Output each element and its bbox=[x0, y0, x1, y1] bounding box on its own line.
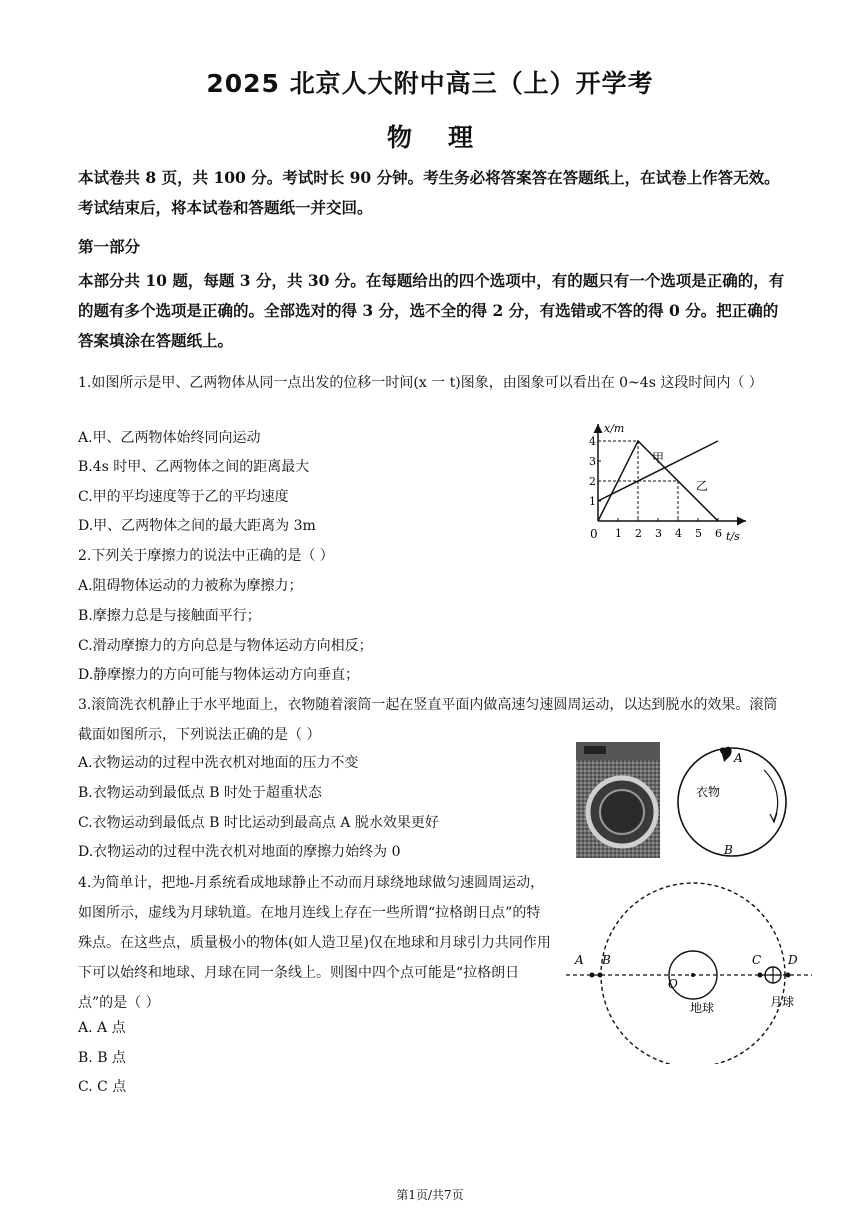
xt-x-tick-label: 4 bbox=[675, 527, 682, 540]
drum-label-clothes: 衣物 bbox=[696, 785, 721, 799]
q2-stem: 2.下列关于摩擦力的说法中正确的是（ ） bbox=[78, 548, 334, 564]
part-title: 第一部分 bbox=[78, 237, 141, 256]
earth-moon-figure bbox=[562, 880, 822, 1064]
xt-y-tick-label: 4 bbox=[589, 435, 596, 448]
washing-machine-photo bbox=[576, 742, 660, 858]
point-b-label: B bbox=[602, 953, 611, 967]
q4-option-b: B. B 点 bbox=[78, 1050, 126, 1066]
q3-stem: 3.滚筒洗衣机静止于水平地面上，衣物随着滚筒一起在竖直平面内做高速匀速圆周运动，以达到脱水的效果。滚筒截面如图所示，下列说法正确的是（ ） bbox=[78, 697, 778, 743]
xt-x-axis-label: t/s bbox=[726, 530, 740, 543]
q2-option-a: A.阻碍物体运动的力被称为摩擦力； bbox=[78, 578, 303, 594]
q1-option-b: B.4s 时甲、乙两物体之间的距离最大 bbox=[78, 459, 310, 475]
q3-option-c: C.衣物运动到最低点 B 时比运动到最高点 A 脱水效果更好 bbox=[78, 815, 439, 831]
point-a-label: A bbox=[575, 953, 584, 967]
q2-option-d: D.静摩擦力的方向可能与物体运动方向垂直； bbox=[78, 667, 360, 683]
xt-series-label-yi: 乙 bbox=[696, 479, 709, 493]
page-footer: 第1页/共7页 bbox=[396, 1188, 464, 1202]
subject-title: 物理 bbox=[386, 123, 509, 152]
q3-option-d: D.衣物运动的过程中洗衣机对地面的摩擦力始终为 0 bbox=[78, 844, 401, 860]
q1-option-a: A.甲、乙两物体始终同向运动 bbox=[78, 430, 261, 446]
xt-y-tick-label: 3 bbox=[589, 455, 596, 468]
exam-intro: 本试卷共 8 页，共 100 分。考试时长 90 分钟。考生务必将答案答在答题纸上，在试卷上作答无效。考试结束后，将本试卷和答题纸一并交回。 bbox=[78, 168, 780, 217]
drum-cross-section bbox=[678, 747, 786, 857]
xt-x-tick-label: 5 bbox=[695, 527, 702, 540]
xt-y-tick-label: 1 bbox=[589, 495, 596, 508]
q2-option-c: C.滑动摩擦力的方向总是与物体运动方向相反； bbox=[78, 638, 373, 654]
q2-option-b: B.摩擦力总是与接触面平行； bbox=[78, 608, 261, 624]
moon-label: 月球 bbox=[770, 995, 795, 1009]
clothes-icon bbox=[720, 747, 732, 762]
earth-center-label: O bbox=[668, 977, 678, 991]
exam-title: 2025 北京人大附中高三（上）开学考 bbox=[206, 69, 654, 98]
q4-stem: 4.为简单计，把地-月系统看成地球静止不动而月球绕地球做匀速圆周运动，如图所示，虚线为月球轨道。在地月连线上存在一些所谓“拉格朗日点”的特殊点。在这些点，质量极小的物体(如人造卫星)仅在地球和月球引力共同作用下可以始终和地球、月球在同一条线上。则图中四个点可能是“拉格朗日点”的是（ ） bbox=[78, 875, 551, 1011]
q4-option-a: A. A 点 bbox=[78, 1020, 126, 1036]
xt-graph-figure bbox=[588, 418, 754, 544]
xt-x-tick-label: 2 bbox=[635, 527, 642, 540]
q1-option-d: D.甲、乙两物体之间的最大距离为 3m bbox=[78, 518, 316, 534]
xt-origin-label: 0 bbox=[590, 527, 598, 541]
washing-machine-figure bbox=[574, 740, 794, 864]
q1-option-c: C.甲的平均速度等于乙的平均速度 bbox=[78, 489, 289, 505]
q3-option-a: A.衣物运动的过程中洗衣机对地面的压力不变 bbox=[78, 755, 359, 771]
part-instructions: 本部分共 10 题，每题 3 分，共 30 分。在每题给出的四个选项中，有的题只有一个选项是正确的，有的题有多个选项是正确的。全部选对的得 3 分，选不全的得 2 分，有选错或不答的得 0 分。把正确的答案填涂在答题纸上。 bbox=[78, 271, 785, 350]
earth-label: 地球 bbox=[690, 1001, 715, 1015]
xt-x-tick-label: 1 bbox=[615, 527, 622, 540]
xt-y-axis-label: x/m bbox=[604, 422, 625, 435]
drum-label-b: B bbox=[724, 843, 733, 857]
drum-label-a: A bbox=[734, 751, 743, 765]
xt-x-tick-label: 3 bbox=[655, 527, 662, 540]
xt-x-tick-label: 6 bbox=[715, 527, 722, 540]
point-d-label: D bbox=[788, 953, 798, 967]
point-c-label: C bbox=[752, 953, 762, 967]
q3-option-b: B.衣物运动到最低点 B 时处于超重状态 bbox=[78, 785, 322, 801]
q1-stem: 1.如图所示是甲、乙两物体从同一点出发的位移一时间(x 一 t)图象，由图象可以看出在 0~4s 这段时间内（ ） bbox=[78, 375, 763, 391]
xt-y-tick-label: 2 bbox=[589, 475, 596, 488]
q4-option-c: C. C 点 bbox=[78, 1079, 127, 1095]
xt-series-label-jia: 甲 bbox=[652, 451, 665, 465]
